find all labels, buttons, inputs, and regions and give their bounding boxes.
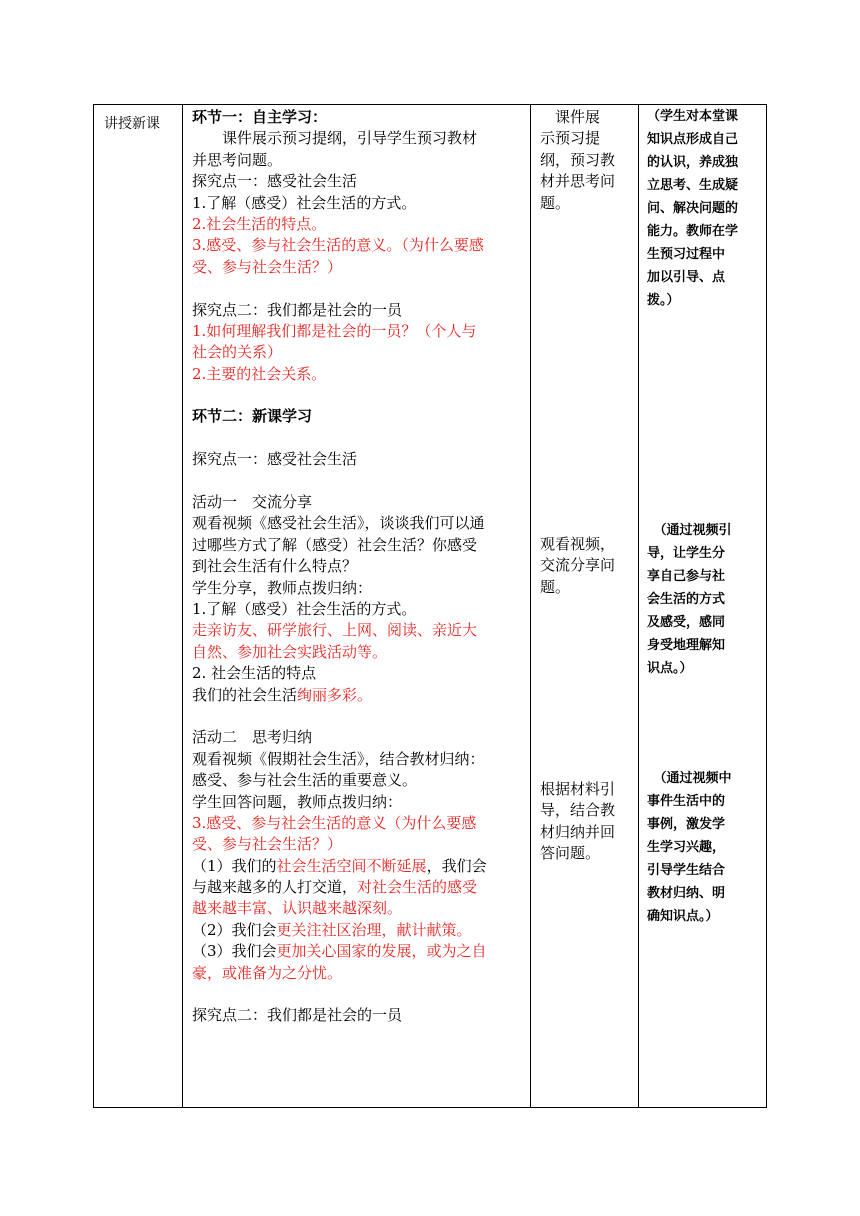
lesson-plan-table bbox=[93, 104, 767, 1108]
content-segment: 对社会生活的感受 bbox=[357, 878, 478, 897]
content-line: 社会的关系） bbox=[192, 343, 283, 362]
intent-line: 知识点形成自己 bbox=[647, 132, 739, 147]
intent-line: 身受地理解知 bbox=[647, 638, 726, 653]
content-line: 环节二：新课学习 bbox=[192, 407, 313, 426]
content-line: 1.了解（感受）社会生活的方式。 bbox=[192, 599, 417, 618]
activity-line: 材并思考问 bbox=[540, 172, 616, 191]
content-line: 受、参与社会生活？） bbox=[192, 835, 343, 854]
content-line bbox=[192, 706, 526, 727]
content-line: 豪，或准备为之分忧。 bbox=[192, 963, 343, 982]
content-line bbox=[192, 278, 526, 299]
column-divider bbox=[638, 105, 639, 1107]
intent-line: 教材归纳、明 bbox=[647, 886, 726, 901]
content-line: 2.主要的社会关系。 bbox=[192, 364, 327, 383]
intent-line: 问、解决问题的 bbox=[647, 201, 739, 216]
design-intent-block bbox=[647, 519, 763, 680]
content-line: 活动二 思考归纳 bbox=[192, 728, 313, 747]
student-activity-block bbox=[540, 107, 635, 214]
intent-line: 事件生活中的 bbox=[647, 794, 726, 809]
content-line: 并思考问题。 bbox=[192, 150, 283, 169]
content-line: 2.社会生活的特点。 bbox=[192, 214, 327, 233]
content-line: 1.了解（感受）社会生活的方式。 bbox=[192, 193, 417, 212]
design-intent-block bbox=[647, 105, 763, 312]
activity-line: 题。 bbox=[540, 193, 571, 212]
intent-line: 能力。教师在学 bbox=[647, 224, 739, 239]
activity-line: 课件展 bbox=[540, 108, 601, 126]
content-segment: 更关注社区治理，献计献策。 bbox=[276, 920, 472, 939]
content-line: 学生分享，教师点拨归纳： bbox=[192, 578, 373, 597]
intent-line: 生学习兴趣， bbox=[647, 840, 726, 855]
intent-line: 及感受，感同 bbox=[647, 615, 726, 630]
intent-line: 立思考、生成疑 bbox=[647, 178, 739, 193]
teaching-content bbox=[192, 107, 526, 1027]
intent-line: （通过视频引 bbox=[647, 523, 732, 538]
content-segment: ，我们会 bbox=[426, 856, 487, 875]
content-line: 观看视频《感受社会生活》，谈谈我们可以通 bbox=[192, 514, 485, 533]
content-segment: 社会生活空间不断延展 bbox=[276, 856, 427, 875]
content-line bbox=[192, 471, 526, 492]
design-intent-block bbox=[647, 767, 763, 928]
student-activity-block bbox=[540, 534, 635, 598]
content-line bbox=[192, 920, 526, 941]
content-line bbox=[192, 941, 526, 962]
content-line: 感受、参与社会生活的重要意义。 bbox=[192, 771, 418, 790]
column-divider bbox=[182, 105, 183, 1107]
activity-line: 答问题。 bbox=[540, 844, 601, 863]
column-divider bbox=[530, 105, 531, 1107]
content-line bbox=[192, 385, 526, 406]
content-line bbox=[192, 856, 526, 877]
content-line: 越来越丰富、认识越来越深刻。 bbox=[192, 899, 403, 918]
content-segment: （1）我们的 bbox=[192, 856, 277, 875]
content-line: 探究点二：我们都是社会的一员 bbox=[192, 300, 403, 319]
content-line bbox=[192, 685, 526, 706]
content-line: 探究点二：我们都是社会的一员 bbox=[192, 1006, 403, 1025]
content-line: 1.如何理解我们都是社会的一员？（个人与 bbox=[192, 321, 477, 340]
intent-line: 生预习过程中 bbox=[647, 247, 726, 262]
intent-line: （学生对本堂课 bbox=[647, 109, 739, 124]
activity-line: 题。 bbox=[540, 577, 571, 596]
intent-line: 导，让学生分 bbox=[647, 546, 726, 561]
content-line: 走亲访友、研学旅行、上网、阅读、亲近大 bbox=[192, 621, 478, 640]
intent-line: 加以引导、点 bbox=[647, 270, 726, 285]
intent-line: 享自己参与社 bbox=[647, 569, 726, 584]
content-line: 环节一：自主学习： bbox=[192, 108, 328, 126]
content-line: 自然、参加社会实践活动等。 bbox=[192, 642, 388, 661]
intent-line: （通过视频中 bbox=[647, 771, 732, 786]
content-segment: （3）我们会 bbox=[192, 942, 277, 961]
content-line: 学生回答问题，教师点拨归纳： bbox=[192, 792, 403, 811]
intent-line: 事例，激发学 bbox=[647, 817, 726, 832]
section-label: 讲授新课 bbox=[104, 116, 160, 132]
content-segment: 我们的社会生活 bbox=[192, 685, 298, 704]
content-segment: 绚丽多彩。 bbox=[297, 685, 373, 704]
content-segment: 更加关心国家的发展，或为之自 bbox=[276, 942, 487, 961]
content-segment: 与越来越多的人打交道， bbox=[192, 878, 358, 897]
intent-line: 识点。） bbox=[647, 661, 693, 676]
activity-line: 观看视频， bbox=[540, 535, 616, 553]
intent-line: 确知识点。） bbox=[647, 909, 719, 924]
content-line: 探究点一：感受社会生活 bbox=[192, 172, 358, 191]
content-line: 受、参与社会生活？） bbox=[192, 257, 343, 276]
activity-line: 材归纳并回 bbox=[540, 822, 616, 841]
content-line: 到社会生活有什么特点？ bbox=[192, 557, 358, 576]
intent-line: 会生活的方式 bbox=[647, 592, 726, 607]
content-line: 活动一 交流分享 bbox=[192, 493, 313, 512]
content-segment: （2）我们会 bbox=[192, 920, 277, 939]
content-line bbox=[192, 428, 526, 449]
intent-line: 拨。） bbox=[647, 293, 680, 308]
student-activity-block bbox=[540, 779, 635, 865]
activity-line: 根据材料引 bbox=[540, 780, 616, 798]
activity-line: 交流分享问 bbox=[540, 556, 616, 575]
activity-line: 纲，预习教 bbox=[540, 150, 616, 169]
content-line: 2. 社会生活的特点 bbox=[192, 664, 317, 683]
content-line bbox=[192, 984, 526, 1005]
activity-line: 示预习提 bbox=[540, 129, 601, 148]
content-line: 探究点一：感受社会生活 bbox=[192, 450, 358, 469]
intent-line: 的认识，养成独 bbox=[647, 155, 739, 170]
activity-line: 导，结合教 bbox=[540, 801, 616, 820]
intent-line: 引导学生结合 bbox=[647, 863, 726, 878]
content-line: 观看视频《假期社会生活》，结合教材归纳： bbox=[192, 749, 485, 768]
content-line: 过哪些方式了解（感受）社会生活？你感受 bbox=[192, 535, 478, 554]
content-line: 3.感受、参与社会生活的意义（为什么要感 bbox=[192, 813, 477, 832]
content-line: 3.感受、参与社会生活的意义。（为什么要感 bbox=[192, 236, 484, 255]
content-line bbox=[192, 877, 526, 898]
content-line: 课件展示预习提纲，引导学生预习教材 bbox=[192, 129, 478, 148]
